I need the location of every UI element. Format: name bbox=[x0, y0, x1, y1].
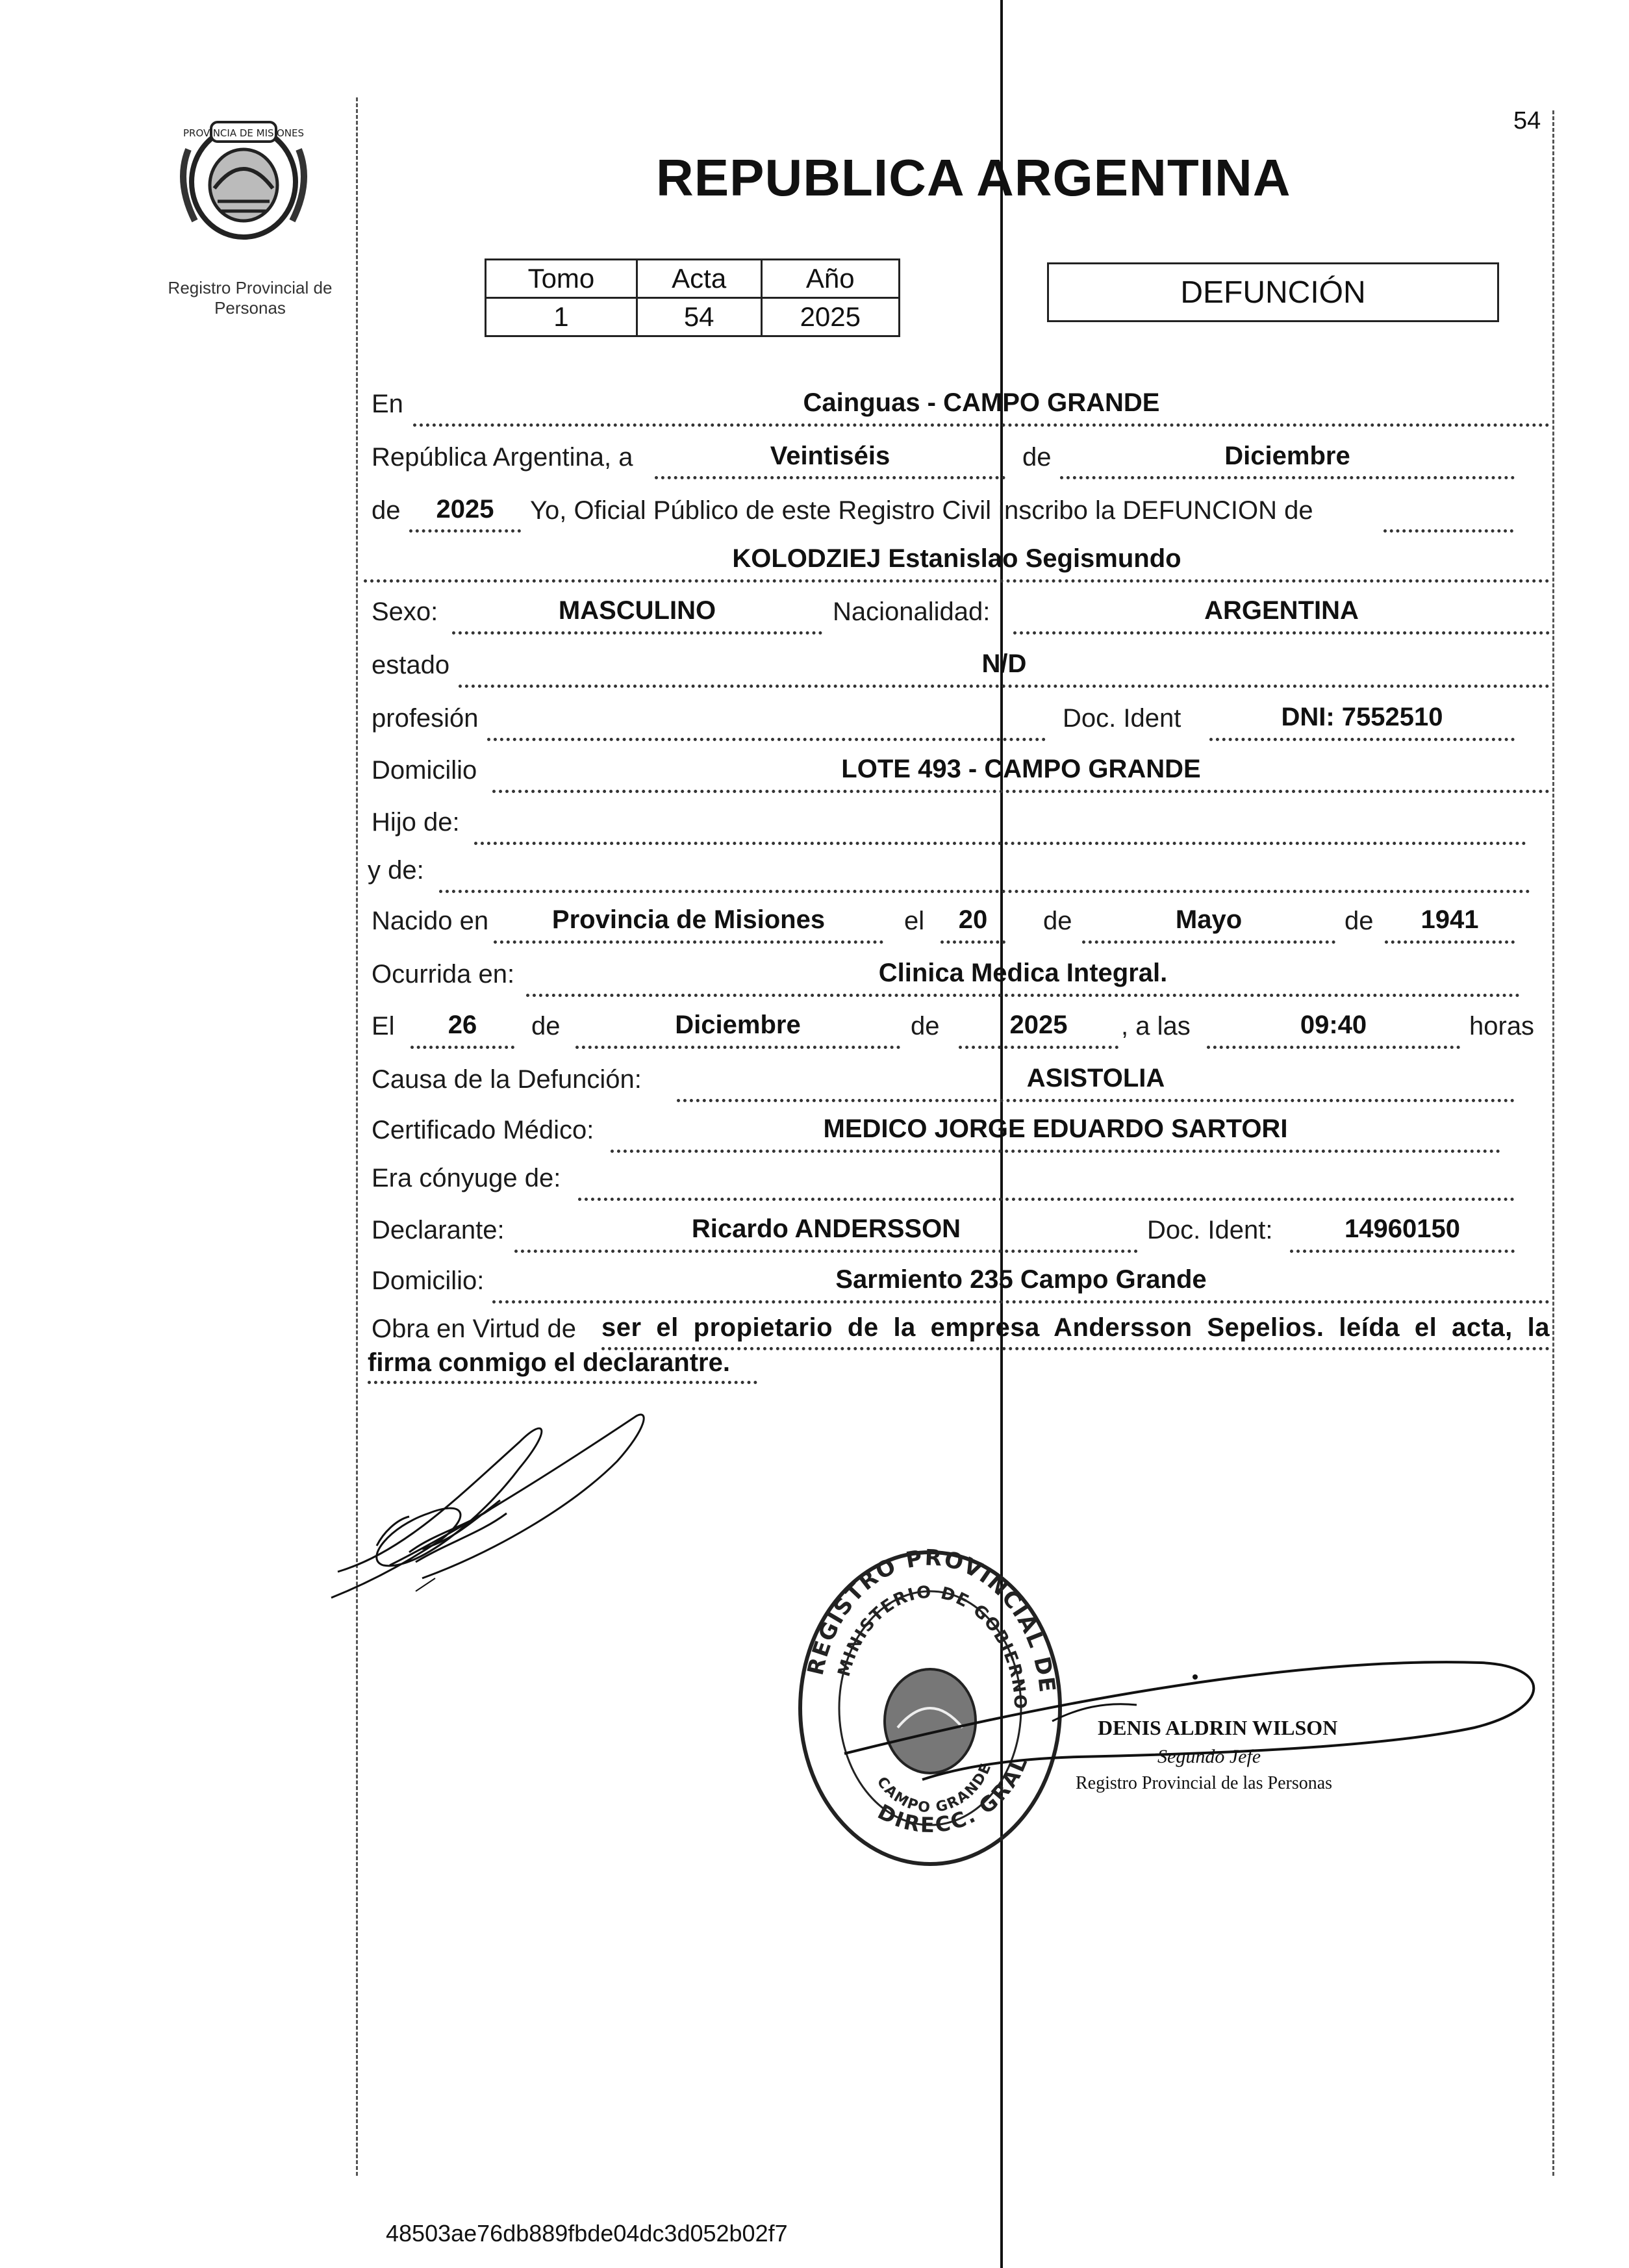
dots-lugar bbox=[413, 423, 1550, 427]
label-hijo-de: Hijo de: bbox=[372, 808, 460, 837]
dots-conyuge bbox=[578, 1198, 1515, 1201]
record-table-header-row bbox=[486, 260, 900, 298]
right-margin-line bbox=[1552, 110, 1554, 2176]
value-certificado: MEDICO JORGE EDUARDO SARTORI bbox=[823, 1115, 1288, 1143]
value-sexo: MASCULINO bbox=[558, 596, 716, 625]
label-declarante: Declarante: bbox=[372, 1216, 505, 1244]
dots-hora bbox=[1207, 1046, 1460, 1049]
label-estado: estado bbox=[372, 651, 450, 679]
dots-fallec-anio bbox=[959, 1046, 1118, 1049]
dots-nacionalidad bbox=[1013, 631, 1550, 635]
value-estado: N/D bbox=[981, 649, 1027, 678]
value-nacido-mes: Mayo bbox=[1175, 905, 1243, 934]
dots-obra-line1 bbox=[601, 1347, 1550, 1350]
dots-dia bbox=[655, 476, 1005, 479]
official-office: Registro Provincial de las Personas bbox=[1076, 1773, 1333, 1793]
value-anio: 2025 bbox=[436, 495, 494, 523]
record-table-header: Acta bbox=[637, 260, 761, 298]
label-el-fecha: El bbox=[372, 1012, 395, 1040]
record-table-header: Tomo bbox=[486, 260, 637, 298]
value-declarante-domicilio: Sarmiento 235 Campo Grande bbox=[835, 1265, 1207, 1294]
label-profesion: profesión bbox=[372, 704, 479, 733]
dots-declarante-doc bbox=[1290, 1250, 1515, 1253]
label-de-nacido-mes: de bbox=[1043, 907, 1072, 935]
dots-doc-ident bbox=[1209, 738, 1515, 741]
label-doc-ident: Doc. Ident bbox=[1063, 704, 1181, 733]
official-title: Segundo Jefe bbox=[1157, 1746, 1261, 1767]
dots-hijo-de bbox=[474, 842, 1526, 845]
dots-fallec-dia bbox=[410, 1046, 514, 1049]
label-de-fallec-anio: de bbox=[911, 1012, 940, 1040]
label-causa: Causa de la Defunción: bbox=[372, 1065, 642, 1094]
value-nacido-lugar: Provincia de Misiones bbox=[551, 905, 826, 934]
value-obra-line2: firma conmigo el declarantre. bbox=[368, 1348, 730, 1377]
stamp-ring-top-text: REGISTRO PROVINCIAL DE bbox=[802, 1546, 1061, 1695]
record-table-value-tomo: 1 bbox=[486, 298, 637, 336]
value-nacido-anio: 1941 bbox=[1421, 905, 1479, 934]
dots-certificado-line bbox=[611, 1150, 1500, 1153]
label-de-nacido-anio: de bbox=[1345, 907, 1374, 935]
value-nacionalidad: ARGENTINA bbox=[1204, 596, 1359, 625]
record-table-value-row bbox=[486, 298, 900, 336]
record-type-label: DEFUNCIÓN bbox=[1180, 275, 1366, 310]
stamp-inner-bottom-text: CAMPO GRANDE bbox=[873, 1760, 995, 1817]
dots-mes bbox=[1060, 476, 1515, 479]
dots-nacido-mes bbox=[1082, 940, 1335, 944]
value-nacido-dia: 20 bbox=[958, 905, 988, 934]
label-el: el bbox=[904, 907, 925, 935]
value-hora: 09:40 bbox=[1300, 1011, 1367, 1039]
label-domicilio-declarante: Domicilio: bbox=[372, 1266, 485, 1295]
label-en: En bbox=[372, 390, 403, 418]
label-horas: horas bbox=[1469, 1012, 1535, 1040]
record-type-box bbox=[1047, 262, 1499, 322]
value-declarante: Ricardo ANDERSSON bbox=[691, 1215, 961, 1243]
logo-caption: Registro Provincial de Personas bbox=[168, 278, 333, 318]
value-causa: ASISTOLIA bbox=[1026, 1064, 1165, 1092]
label-doc-ident-declarante: Doc. Ident: bbox=[1147, 1216, 1273, 1244]
record-table bbox=[485, 258, 900, 337]
dots-causa bbox=[677, 1099, 1515, 1102]
dots-nacido-anio bbox=[1385, 940, 1515, 944]
value-fallec-dia: 26 bbox=[448, 1011, 477, 1039]
label-domicilio: Domicilio bbox=[372, 756, 477, 785]
document-hash: 48503ae76db889fbde04dc3d052b02f7 bbox=[386, 2220, 788, 2247]
dots-sexo-line bbox=[452, 631, 822, 635]
record-table-value-acta: 54 bbox=[637, 298, 761, 336]
dots-declarante bbox=[514, 1250, 1138, 1253]
value-nombre: KOLODZIEJ Estanislao Segismundo bbox=[732, 544, 1181, 573]
label-conyuge: Era cónyuge de: bbox=[372, 1164, 561, 1192]
value-dia-letras: Veintiséis bbox=[770, 442, 890, 470]
label-de-anio: de bbox=[372, 496, 401, 525]
dots-ocurrida-en bbox=[526, 994, 1520, 997]
value-doc-ident: DNI: 7552510 bbox=[1281, 703, 1443, 731]
value-fallec-anio: 2025 bbox=[1009, 1011, 1068, 1039]
value-domicilio: LOTE 493 - CAMPO GRANDE bbox=[841, 755, 1201, 783]
value-obra-line1: ser el propietario de la empresa Andersson Sepelios. leída el acta, la bbox=[601, 1313, 1550, 1342]
left-margin-line bbox=[356, 97, 358, 2176]
value-mes: Diciembre bbox=[1224, 442, 1350, 470]
record-table-value-anio: 2025 bbox=[761, 298, 899, 336]
dots-y-de bbox=[439, 890, 1530, 893]
label-de-mes: de bbox=[1022, 443, 1052, 472]
dots-declarante-domicilio bbox=[492, 1300, 1550, 1304]
label-de-fallec-mes: de bbox=[531, 1012, 561, 1040]
dots-fallec-mes bbox=[575, 1046, 900, 1049]
dots-obra-line2 bbox=[368, 1381, 757, 1384]
label-y-de: y de: bbox=[368, 856, 424, 885]
label-republica: República Argentina, a bbox=[372, 443, 633, 472]
page-title: REPUBLICA ARGENTINA bbox=[656, 149, 1291, 207]
stamp-inner-top-text: MINISTERIO DE GOBIERNO bbox=[834, 1582, 1030, 1711]
value-ocurrida-en: Clinica Medica Integral. bbox=[878, 959, 1168, 987]
dots-nacido-dia bbox=[941, 940, 1005, 944]
province-seal-logo bbox=[169, 110, 318, 247]
dots-nacido-lugar bbox=[494, 940, 883, 944]
label-obra: Obra en Virtud de bbox=[372, 1315, 577, 1343]
logo-seal-text: PROVINCIA DE MISIONES bbox=[183, 127, 304, 139]
value-fallec-mes: Diciembre bbox=[675, 1011, 801, 1039]
dots-estado bbox=[459, 685, 1550, 688]
label-sexo: Sexo: bbox=[372, 598, 438, 626]
page-number: 54 bbox=[1513, 107, 1541, 134]
label-yo-oficial: Yo, Oficial Público de este Registro Civil inscribo la DEFUNCION de bbox=[530, 496, 1313, 525]
label-a-las: , a las bbox=[1121, 1012, 1191, 1040]
record-table-header: Año bbox=[761, 260, 899, 298]
dots-after-yo bbox=[1383, 529, 1513, 533]
dots-domicilio bbox=[492, 790, 1550, 793]
dots-nombre bbox=[364, 579, 1550, 583]
stamp-ring-bottom-text: DIRECC. GRAL bbox=[874, 1752, 1033, 1838]
dots-anio bbox=[409, 529, 521, 533]
label-certificado: Certificado Médico: bbox=[372, 1116, 594, 1144]
label-nacido-en: Nacido en bbox=[372, 907, 489, 935]
value-declarante-doc: 14960150 bbox=[1345, 1215, 1460, 1243]
label-ocurrida-en: Ocurrida en: bbox=[372, 960, 515, 989]
declarant-signature bbox=[325, 1403, 663, 1650]
value-lugar: Cainguas - CAMPO GRANDE bbox=[803, 388, 1160, 417]
official-name: DENIS ALDRIN WILSON bbox=[1098, 1716, 1338, 1739]
dots-profesion bbox=[487, 738, 1046, 741]
label-nacionalidad: Nacionalidad: bbox=[833, 598, 991, 626]
